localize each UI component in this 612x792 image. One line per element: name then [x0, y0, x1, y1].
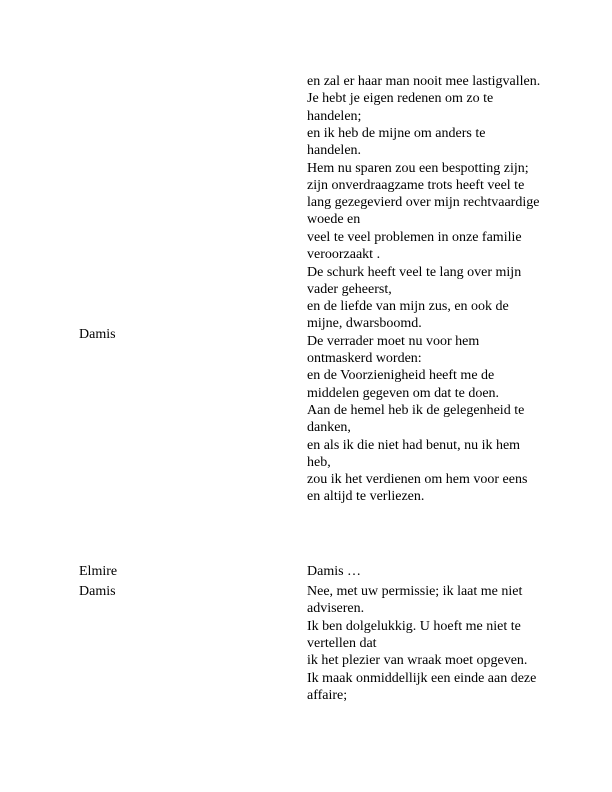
dialogue-line: Ik ben dolgelukkig. U hoeft me niet te vertellen dat: [307, 618, 521, 651]
dialogue-line: ik het plezier van wraak moet opgeven.: [307, 653, 528, 669]
dialogue-line: Aan de hemel heb ik de gelegenheid te danken,: [307, 402, 525, 436]
dialogue-line: Hem nu sparen zou een bespotting zijn;: [307, 160, 529, 176]
dialogue-lines: [307, 563, 542, 580]
speaker-name: Damis: [79, 327, 116, 342]
speaker-name: Elmire: [79, 564, 118, 579]
dialogue-line: Ik maak onmiddellijk een einde aan deze affaire;: [307, 670, 537, 703]
speaker-name: Damis: [79, 584, 116, 599]
dialogue-line: veroorzaakt .: [307, 247, 381, 263]
dialogue-line: en de Voorzienigheid heeft me de middelen gegeven om dat te doen.: [307, 368, 500, 401]
dialogue-line: Nee, met uw permissie; ik laat me niet adviseren.: [307, 584, 523, 617]
dialogue-line: en zal er haar man nooit mee lastigvallen.: [307, 74, 541, 89]
dialogue-line: veel te veel problemen in onze familie: [307, 229, 522, 245]
dialogue-line: De schurk heeft veel te lang over mijn vader geheerst,: [307, 264, 522, 297]
dialogue-line: en als ik die niet had benut, nu ik hem heb,: [307, 437, 521, 470]
dialogue-line: De verrader moet nu voor hem ontmaskerd worden:: [307, 333, 480, 366]
dialogue-lines: [307, 583, 542, 704]
dialogue-line: Damis …: [307, 564, 362, 579]
dialogue-line: en de liefde van mijn zus, en ook de mijne, dwarsboomd.: [307, 299, 509, 332]
dialogue-line: en ik heb de mijne om anders te handelen.: [307, 125, 486, 159]
dialogue-line: zou ik het verdienen om hem voor eens en altijd te verliezen.: [307, 472, 528, 505]
dialogue-line: zijn onverdraagzame trots heeft veel te lang gezegevierd over mijn rechtvaardige woede en: [307, 177, 540, 228]
dialogue-line: Je hebt je eigen redenen om zo te handelen;: [307, 91, 494, 124]
dialogue-lines: [307, 73, 542, 506]
